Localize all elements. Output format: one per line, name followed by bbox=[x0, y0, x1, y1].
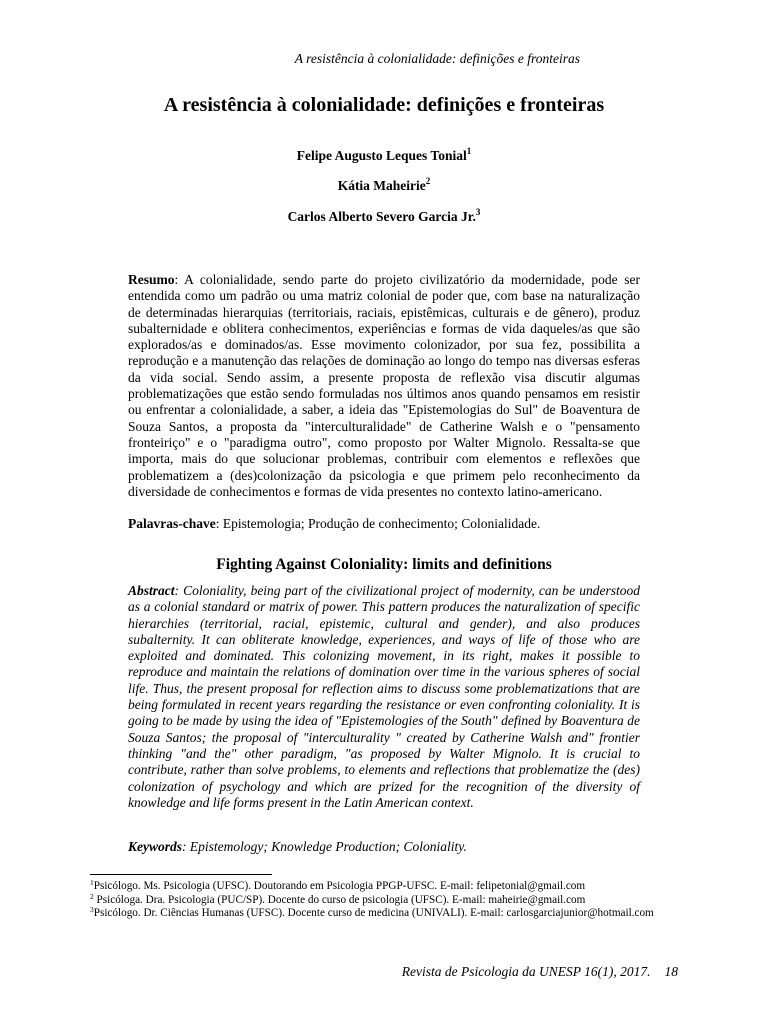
author-2 bbox=[0, 178, 768, 194]
english-title: Fighting Against Coloniality: limits and definitions bbox=[216, 556, 552, 573]
palavras-chave-label: Palavras-chave bbox=[128, 516, 216, 531]
page-number: 18 bbox=[664, 964, 678, 979]
keywords-line bbox=[128, 839, 640, 855]
article-title: A resistência à colonialidade: definições e fronteiras bbox=[163, 94, 605, 116]
author-note-mark: 1 bbox=[466, 146, 472, 156]
footnote-mark: 2 bbox=[90, 891, 94, 901]
author-note-mark: 3 bbox=[475, 207, 481, 217]
keywords-text: : Epistemology; Knowledge Production; Coloniality. bbox=[182, 839, 467, 854]
author-name: Kátia Maheirie bbox=[337, 178, 426, 193]
footnote-2 bbox=[90, 891, 676, 908]
author-1 bbox=[0, 148, 768, 164]
palavras-chave-text: : Epistemologia; Produção de conhecimento; Colonialidade. bbox=[215, 516, 541, 531]
author-name: Carlos Alberto Severo Garcia Jr. bbox=[287, 209, 476, 224]
journal-citation: Revista de Psicologia da UNESP 16(1), 2017. bbox=[401, 964, 651, 979]
resumo-paragraph bbox=[128, 272, 640, 500]
footnote-text: Psicólogo. Ms. Psicologia (UFSC). Doutorando em Psicologia PPGP-UFSC. E-mail: felipetonial@gmail.com bbox=[93, 880, 586, 892]
running-header: A resistência à colonialidade: definições e fronteiras bbox=[294, 51, 580, 66]
footnote-text: Psicóloga. Dra. Psicologia (PUC/SP). Docente do curso de psicologia (UFSC). E-mail: maheirie@gmail.com bbox=[93, 893, 586, 906]
keywords-label: Keywords bbox=[128, 839, 182, 854]
author-3 bbox=[0, 209, 768, 225]
abstract-paragraph bbox=[128, 583, 640, 811]
abstract-text: : Coloniality, being part of the civilizational project of modernity, can be understood as a colonial standard or matrix of power. This pattern produces the naturalization of specific hierarchies (territorial, racial, epistemic, cultural and gender), and also produces subalternity. It can obliterate knowledge, experiences, and ways of life of those who are exploited and dominated. This colonizing movement, in its right, makes it possible to reproduce and maintain the relations of domination over time in the various spheres of social life. Thus, the present proposal for reflection aims to discuss some problematizations that are being formulated in recent years regarding the resistance or even confronting coloniality. It is going to be made by using the idea of "Epistemologies of the South" defined by Boaventura de Souza Santos; the proposal of "interculturality " created by Catherine Walsh and" frontier thinking "and the" other paradigm, "as proposed by Walter Mignolo. It is crucial to contribute, rather than solve problems, to elements and reflections that problematize the (des) colonization of psychology and which are prized for the recognition of the diversity of knowledge and life forms present in the Latin American context. bbox=[128, 583, 640, 810]
resumo-label: Resumo bbox=[128, 272, 175, 287]
footnote-mark: 3 bbox=[90, 905, 94, 914]
footnote-divider bbox=[90, 874, 272, 875]
footnote-mark: 1 bbox=[90, 878, 94, 887]
running-footer bbox=[402, 964, 678, 980]
resumo-text: : A colonialidade, sendo parte do projeto civilizatório da modernidade, pode ser entendida como um padrão ou uma matriz colonial de poder que, com base na naturalização de determinadas hierarquias (territoriais, raciais, epistêmicas, culturais e de gênero), produz subalternidade e oblitera conhecimentos, experiências e formas de vida daqueles/as que são explorados/as e dominados/as. Esse movimento colonizador, por sua fez, possibilita a reprodução e a manutenção das relações de dominação ao longo do tempo nas diversas esferas da vida social. Sendo assim, a presente proposta de reflexão visa discutir algumas problematizações que estão sendo formuladas nos últimos anos quando pensamos em resistir ou enfrentar a colonialidade, a saber, a ideia das "Epistemologias do Sul" de Boaventura de Souza Santos, a proposta da "interculturalidade" de Catherine Walsh e o "pensamento fronteiriço" e o "paradigma outro", como proposto por Walter Mignolo. Ressalta-se que importa, mais do que solucionar problemas, contribuir com elementos e reflexões que problematizem a (des)colonização da psicologia e que primem pelo reconhecimento da diversidade de conhecimentos e formas de vida presentes no contexto latino-americano. bbox=[128, 272, 640, 499]
footnote-text: Psicólogo. Dr. Ciências Humanas (UFSC). Docente curso de medicina (UNIVALI). E-mail: carlosgarciajunior@hotmail.com bbox=[93, 907, 654, 919]
footnotes bbox=[90, 880, 676, 921]
palavras-chave-line bbox=[128, 516, 640, 532]
author-note-mark: 2 bbox=[425, 176, 431, 186]
abstract-label: Abstract bbox=[128, 583, 175, 598]
footnote-3 bbox=[90, 907, 676, 921]
footnote-1 bbox=[90, 880, 676, 894]
author-name: Felipe Augusto Leques Tonial bbox=[296, 148, 467, 163]
